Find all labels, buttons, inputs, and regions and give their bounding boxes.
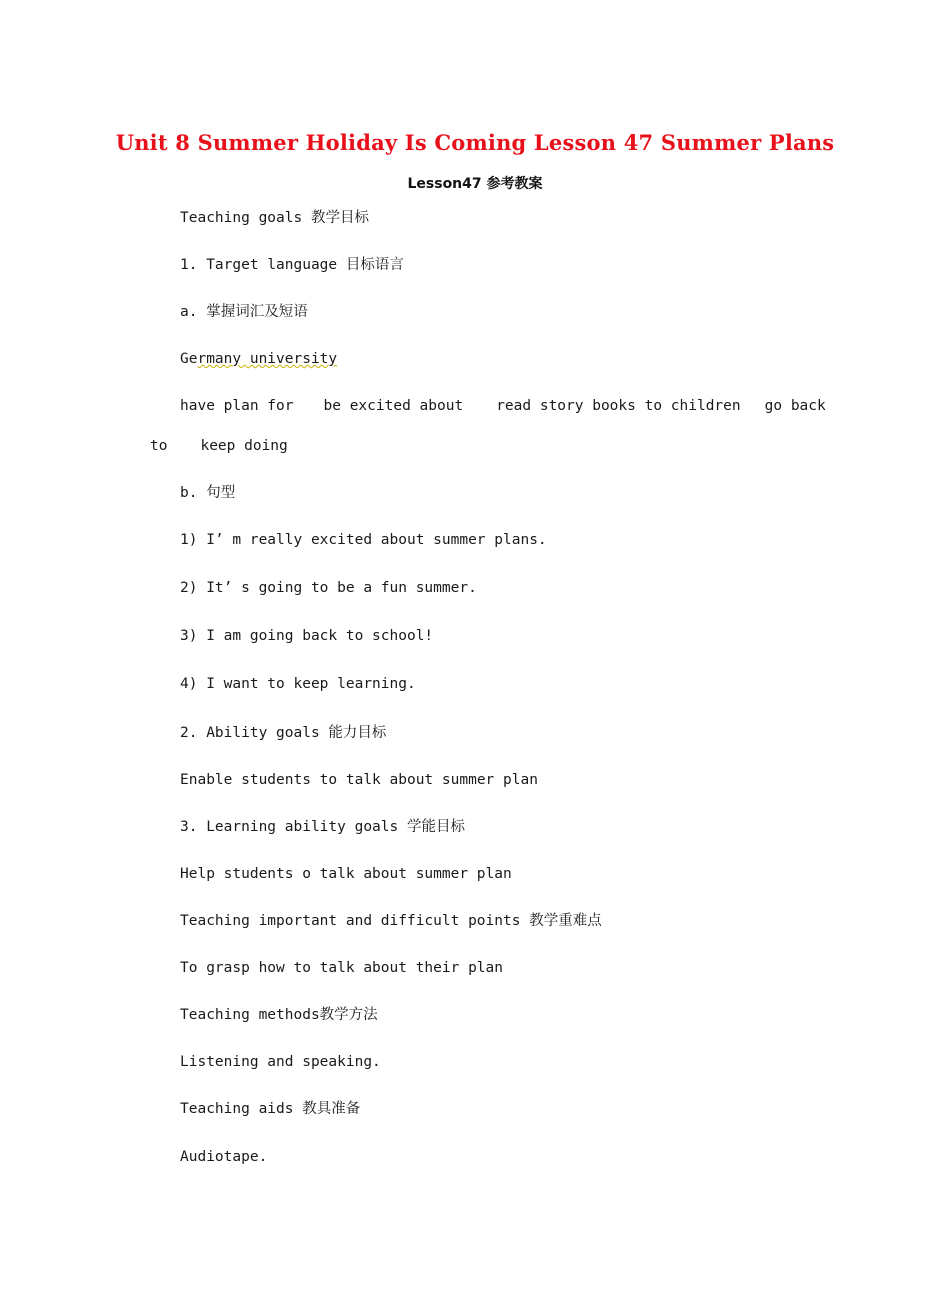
phrases-continued (150, 436, 288, 456)
phrase-item: have plan for (180, 398, 294, 414)
aids-description: Audiotape. (180, 1149, 268, 1165)
learning-goals-heading: 3. Learning ability goals 学能目标 (180, 819, 465, 835)
ability-goals-heading: 2. Ability goals 能力目标 (180, 725, 387, 741)
important-points-heading: Teaching important and difficult points 教学重难点 (180, 913, 602, 929)
sentence-1: 1) I’ m really excited about summer plans. (180, 532, 547, 548)
phrase-item: to (150, 438, 168, 454)
aids-heading-part-b: 备 (345, 1101, 361, 1117)
learning-goals-description: Help students o talk about summer plan (180, 866, 512, 882)
vocab-heading: a. 掌握词汇及短语 (180, 304, 308, 320)
vocab-words-part-b: rmany university (197, 351, 338, 367)
methods-description: Listening and speaking. (180, 1054, 381, 1070)
sentence-2: 2) It’ s going to be a fun summer. (180, 580, 477, 596)
vocab-words (180, 349, 337, 369)
important-points-description: To grasp how to talk about their plan (180, 960, 504, 976)
methods-heading: Teaching methods教学方法 (180, 1007, 378, 1023)
ability-desc-part-a: Enable students to talk about (180, 772, 442, 788)
sentences-heading: b. 句型 (180, 485, 236, 501)
sentence-4: 4) I want to keep learning. (180, 676, 416, 692)
phrase-item: be excited about (323, 398, 464, 414)
ability-desc-part-b: summer plan (441, 772, 538, 788)
vocab-words-part-a: Ge (180, 351, 198, 367)
phrase-item: read story books to children (496, 398, 741, 414)
document-subtitle: Lesson47 参考教案 (407, 176, 543, 192)
document-title: Unit 8 Summer Holiday Is Coming Lesson 47 Summer Plans (115, 130, 835, 155)
phrase-item: keep doing (200, 438, 288, 454)
aids-heading (180, 1099, 360, 1119)
target-language-heading: 1. Target language 目标语言 (180, 257, 404, 273)
phrase-item: go back (764, 398, 826, 414)
ability-goals-description (180, 770, 538, 790)
aids-heading-part-a: Teaching aids 教具准 (180, 1101, 346, 1117)
phrases-line (180, 396, 826, 416)
teaching-goals-heading: Teaching goals 教学目标 (180, 210, 369, 226)
sentence-3: 3) I am going back to school! (180, 628, 434, 644)
